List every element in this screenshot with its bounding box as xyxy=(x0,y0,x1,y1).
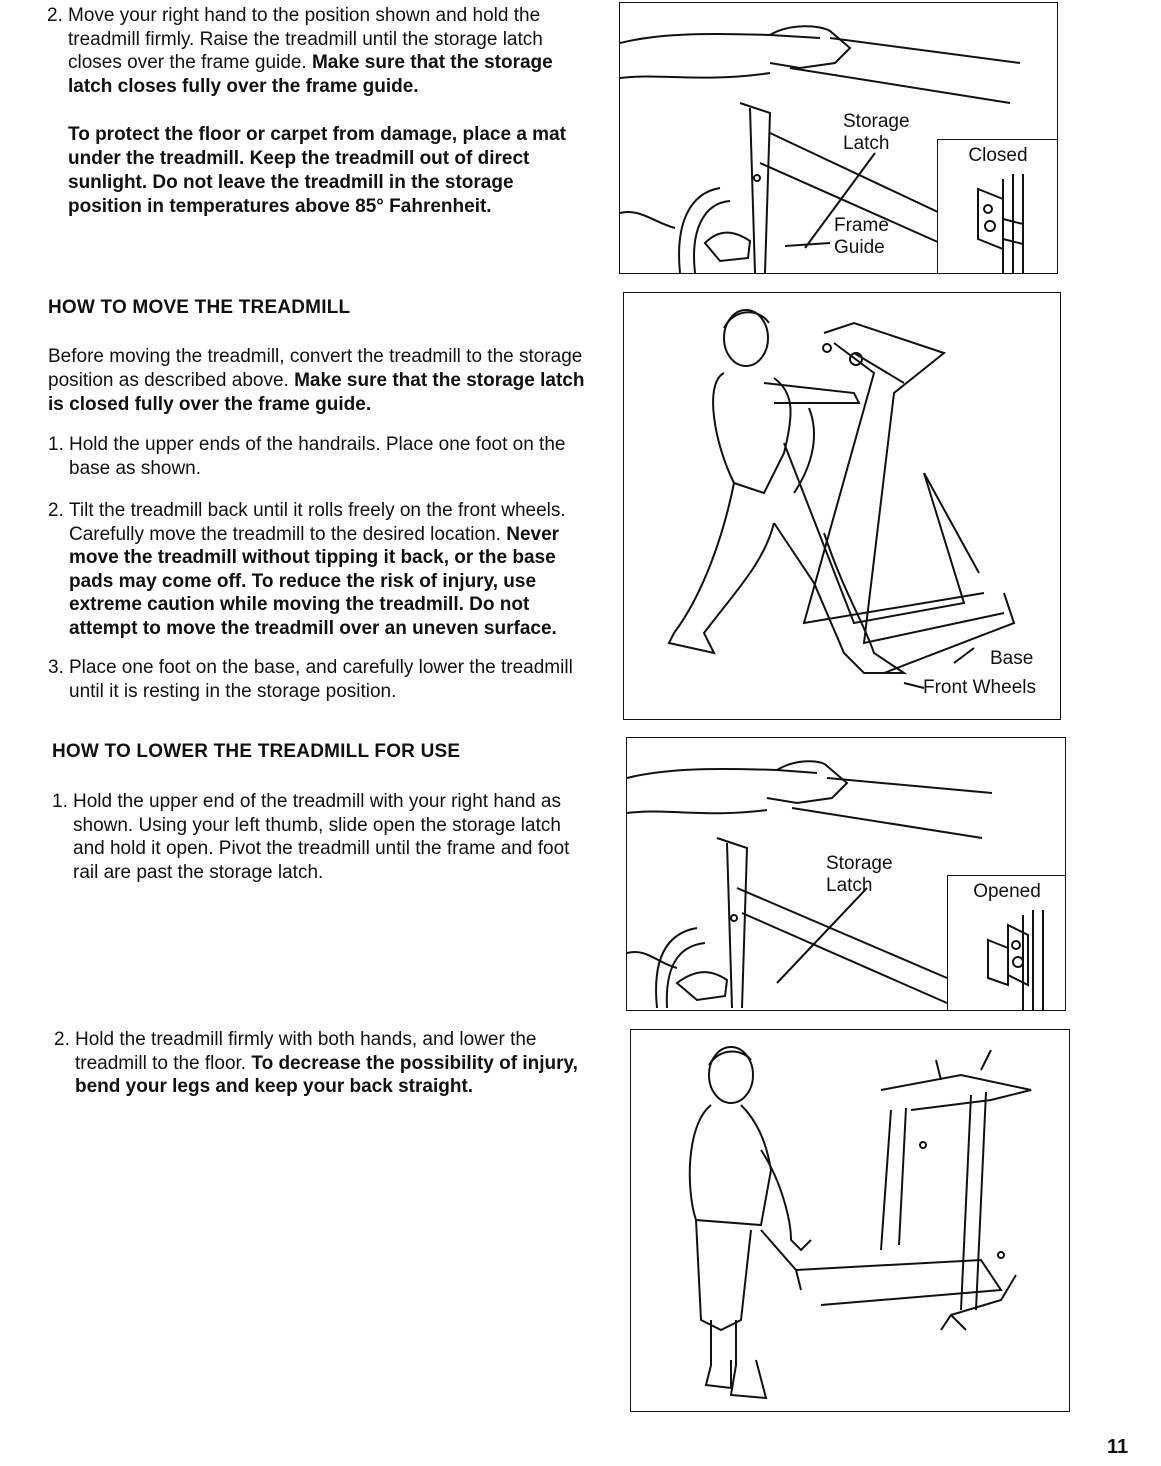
step-number: 1. xyxy=(48,434,64,455)
heading-move-treadmill: HOW TO MOVE THE TREADMILL xyxy=(48,297,351,318)
step-warning: Make sure that the storage latch closes fully over the frame guide. xyxy=(68,52,553,97)
label-frame-guide-text: Frame Guide xyxy=(834,215,889,258)
step-text: Move your right hand to the position shown and hold the treadmill firmly. Raise the treadmill until the storage latch closes over the frame guide. xyxy=(68,5,543,73)
move-intro xyxy=(48,345,588,417)
lower-step-1 xyxy=(52,790,592,884)
label-base xyxy=(990,648,1033,670)
latch-opened-detail xyxy=(948,910,1066,1010)
page-number: 11 xyxy=(1107,1436,1129,1458)
label-storage-latch xyxy=(826,853,916,897)
move-intro-text: Before moving the treadmill, convert the treadmill to the storage position as described above. xyxy=(48,346,583,391)
step-warning: To decrease the possibility of injury, bend your legs and keep your back straight. xyxy=(75,1052,578,1097)
store-step-2 xyxy=(47,4,587,98)
figure-moving-treadmill xyxy=(623,292,1061,720)
step-warning: Never move the treadmill without tipping it back, or the base pads may come off. To reduce the risk of injury, use extreme caution while moving the treadmill. Do not attempt to move the treadmill over an uneven surface. xyxy=(69,523,560,639)
step-number: 2. xyxy=(47,5,63,26)
storage-warning xyxy=(68,123,584,219)
inset-label-closed: Closed xyxy=(968,145,1028,166)
figure-storage-latch-closed xyxy=(619,2,1058,274)
move-step-2 xyxy=(48,499,588,640)
heading-lower-treadmill: HOW TO LOWER THE TREADMILL FOR USE xyxy=(52,741,461,762)
move-step-1 xyxy=(48,433,588,480)
lower-step-2 xyxy=(54,1028,594,1099)
step-number: 3. xyxy=(48,657,64,678)
step-number: 1. xyxy=(52,791,68,812)
label-storage-latch-text: Storage Latch xyxy=(843,111,910,154)
label-front-wheels xyxy=(923,677,1036,699)
label-base-text: Base xyxy=(990,648,1034,669)
inset-closed xyxy=(937,139,1058,274)
step-number: 2. xyxy=(54,1029,70,1050)
label-frame-guide xyxy=(834,215,904,259)
illustration-person-lowering-treadmill xyxy=(631,1030,1070,1412)
step-text: Hold the treadmill firmly with both hands, and lower the treadmill to the floor. xyxy=(75,1029,537,1074)
step-text: Tilt the treadmill back until it rolls freely on the front wheels. Carefully move the treadmill to the desired location. xyxy=(69,500,566,545)
step-text: Place one foot on the base, and carefully lower the treadmill until it is resting in the storage position. xyxy=(69,657,573,702)
figure-lowering-treadmill xyxy=(630,1029,1070,1412)
inset-opened xyxy=(947,875,1066,1011)
label-storage-latch xyxy=(843,111,933,155)
figure-storage-latch-opened xyxy=(626,737,1066,1011)
inset-label-opened: Opened xyxy=(973,881,1041,902)
move-intro-warning: Make sure that the storage latch is closed fully over the frame guide. xyxy=(48,370,585,415)
move-step-3 xyxy=(48,656,588,703)
step-text: Hold the upper end of the treadmill with your right hand as shown. Using your left thumb, slide open the storage latch and hold it open. Pivot the treadmill until the frame and foot rail are past the storage latch. xyxy=(73,791,570,883)
label-storage-latch-text: Storage Latch xyxy=(826,853,893,896)
label-front-wheels-text: Front Wheels xyxy=(923,677,1036,698)
step-text: Hold the upper ends of the handrails. Place one foot on the base as shown. xyxy=(69,434,566,479)
storage-warning-text: To protect the floor or carpet from damage, place a mat under the treadmill. Keep the treadmill out of direct sunlight. Do not leave the treadmill in the storage position in temperatures above 85° Fahrenheit. xyxy=(68,124,566,217)
step-number: 2. xyxy=(48,500,64,521)
latch-closed-detail xyxy=(938,174,1058,274)
